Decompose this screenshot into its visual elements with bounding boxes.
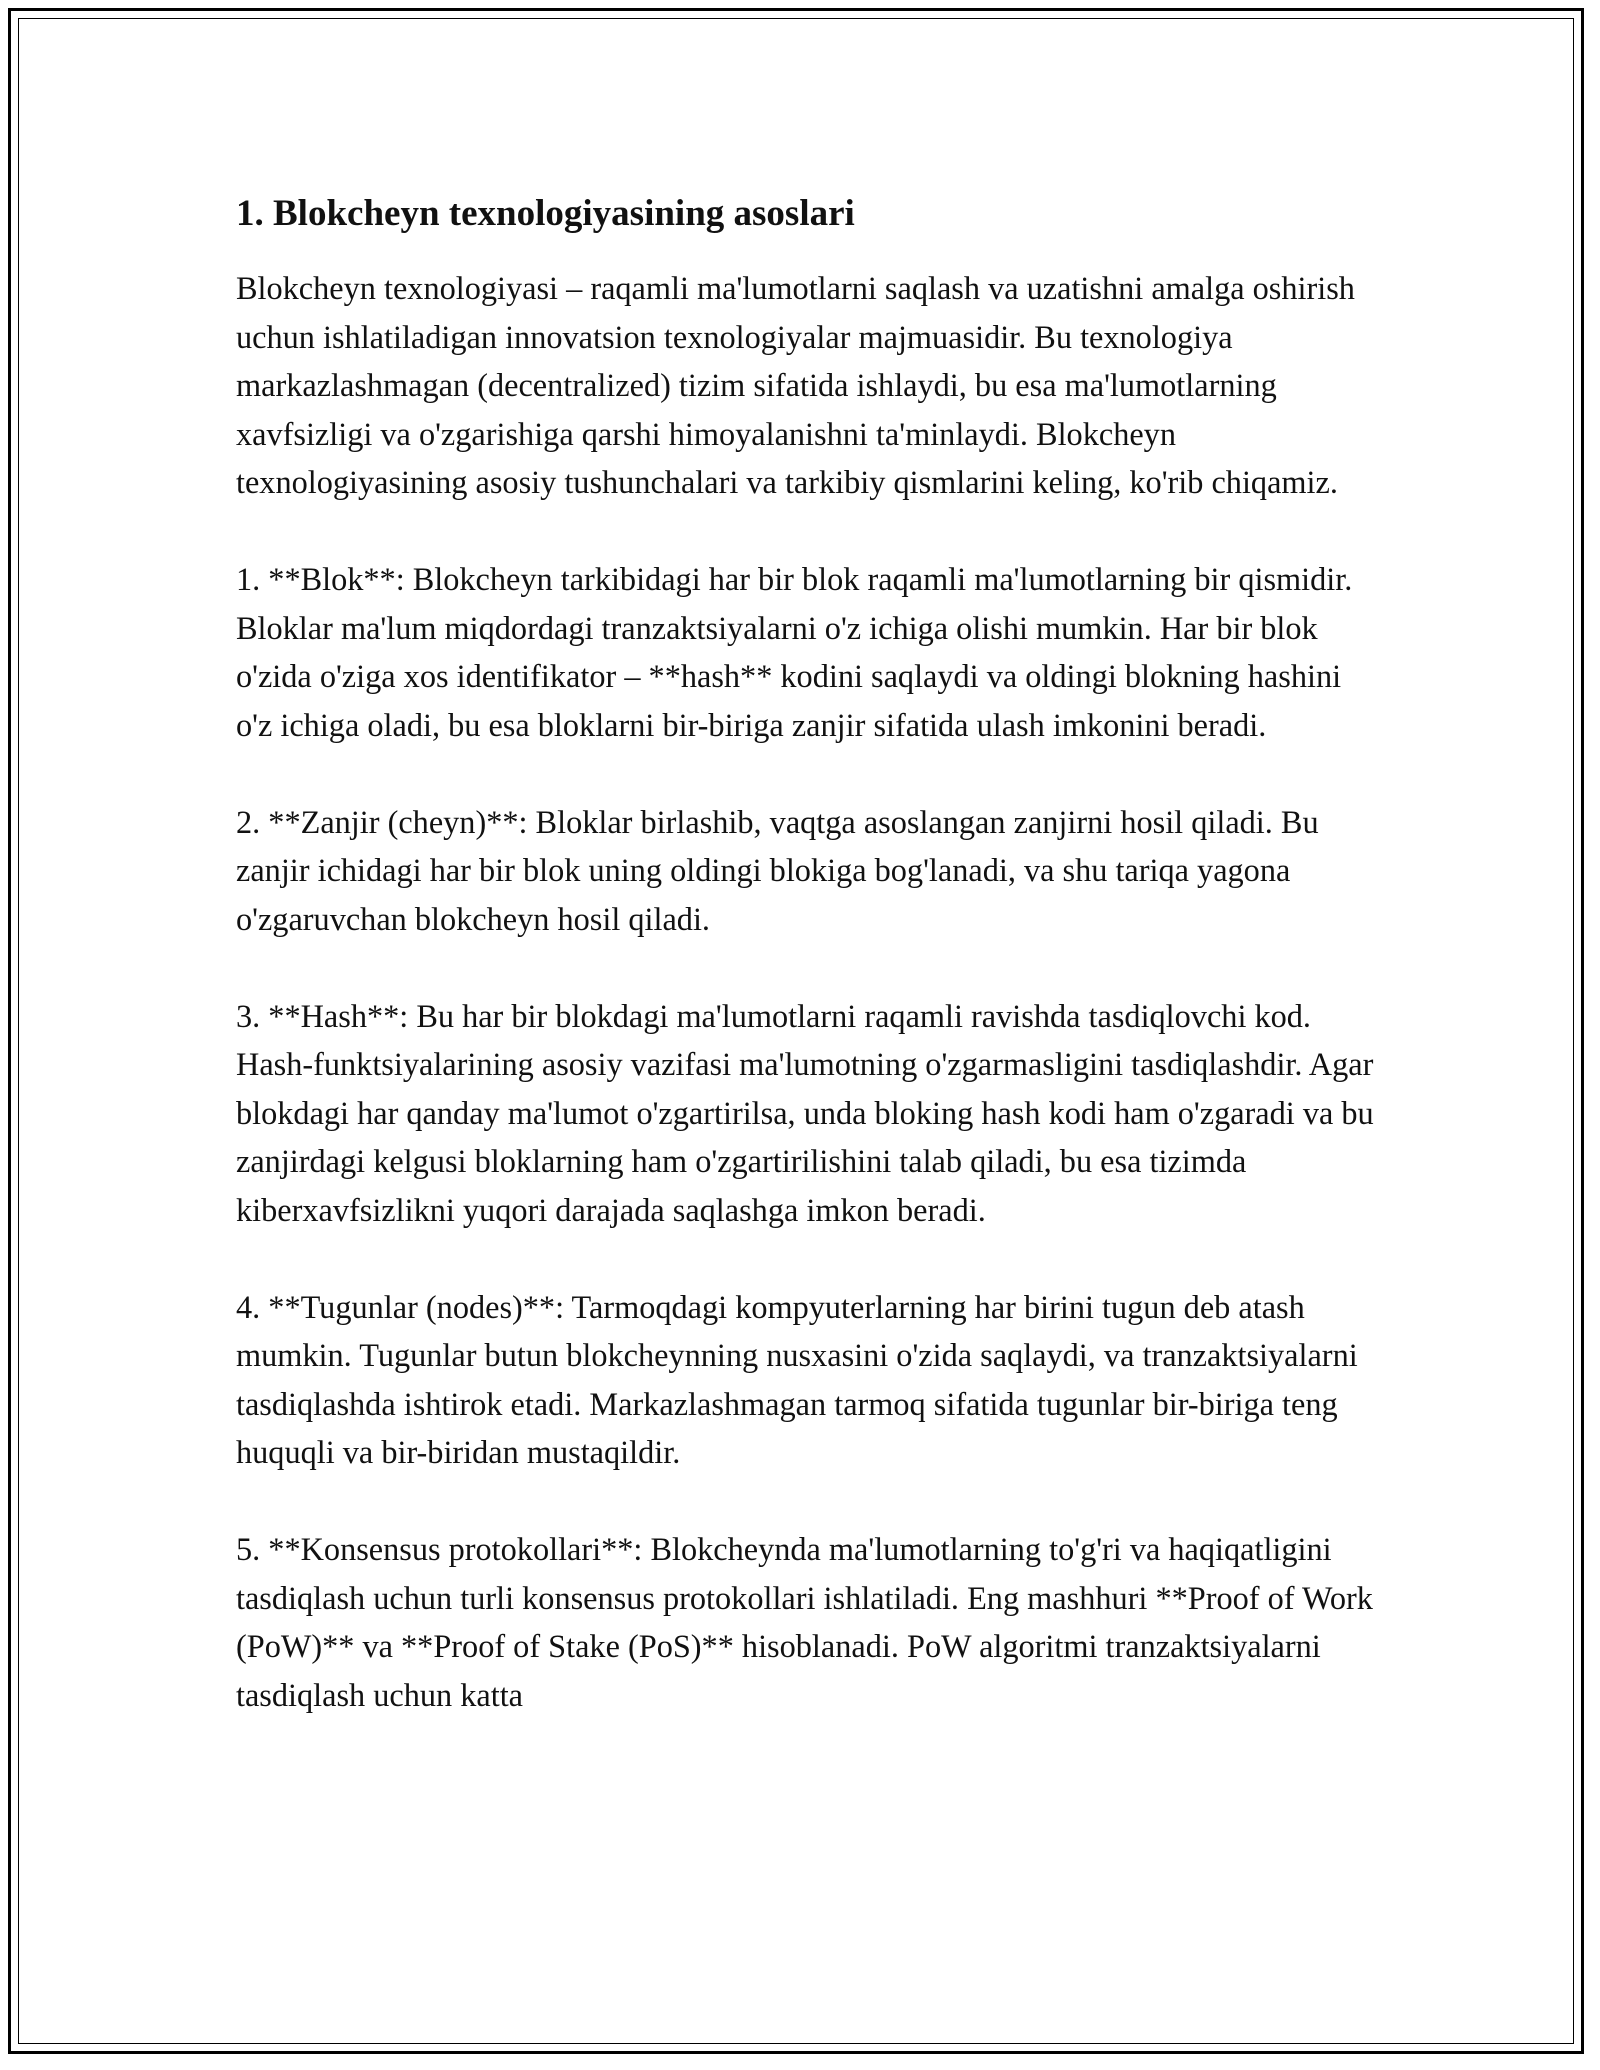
paragraph-tugunlar: 4. **Tugunlar (nodes)**: Tarmoqdagi kompyuterlarning har birini tugun deb atash mumkin. Tugunlar butun blokcheynning nusxasini o'zida saqlaydi, va tranzaktsiyalarni tasdiqlashda ishtirok etadi. Markazlashmagan tarmoq sifatida tugunlar bir-biriga teng huquqli va bir-biridan mustaqildir. xyxy=(236,1288,1358,1470)
document-title: 1. Blokcheyn texnologiyasining asoslari xyxy=(236,193,855,234)
paragraph-hash: 3. **Hash**: Bu har bir blokdagi ma'lumotlarni raqamli ravishda tasdiqlovchi kod. Hash-funktsiyalarining asosiy vazifasi ma'lumotning o'zgarmasligini tasdiqlashdir. Agar blokdagi har qanday ma'lumot o'zgartirilsa, unda bloking hash kodi ham o'zgaradi va bu zanjirdagi kelgusi bloklarning ham o'zgartirilishini talab qiladi, bu esa tizimda kiberxavfsizlikni yuqori darajada saqlashga imkon beradi. xyxy=(236,997,1374,1228)
intro-paragraph: Blokcheyn texnologiyasi – raqamli ma'lumotlarni saqlash va uzatishni amalga oshirish uchun ishlatiladigan innovatsion texnologiyalar majmuasidir. Bu texnologiya markazlashmagan (decentralized) tizim sifatida ishlaydi, bu esa ma'lumotlarning xavfsizligi va o'zgarishiga qarshi himoyalanishni ta'minlaydi. Blokcheyn texnologiyasining asosiy tushunchalari va tarkibiy qismlarini keling, ko'rib chiqamiz. xyxy=(236,270,1355,500)
document-body xyxy=(236,186,1376,1768)
paragraph-zanjir: 2. **Zanjir (cheyn)**: Bloklar birlashib, vaqtga asoslangan zanjirni hosil qiladi. Bu zanjir ichidagi har bir blok uning oldingi blokiga bog'lanadi, va shu tariqa yagona o'zgaruvchan blokcheyn hosil qiladi. xyxy=(236,803,1319,937)
paragraph-konsensus: 5. **Konsensus protokollari**: Blokcheynda ma'lumotlarning to'g'ri va haqiqatligini tasdiqlash uchun turli konsensus protokollari ishlatiladi. Eng mashhuri **Proof of Work (PoW)** va **Proof of Stake (PoS)** hisoblanadi. PoW algoritmi tranzaktsiyalarni tasdiqlash uchun katta xyxy=(236,1531,1373,1713)
paragraph-blok: 1. **Blok**: Blokcheyn tarkibidagi har bir blok raqamli ma'lumotlarning bir qismidir. Bloklar ma'lum miqdordagi tranzaktsiyalarni o'z ichiga olishi mumkin. Har bir blok o'zida o'ziga xos identifikator – **hash** kodini saqlaydi va oldingi blokning hashini o'z ichiga oladi, bu esa bloklarni bir-biriga zanjir sifatida ulash imkonini beradi. xyxy=(236,561,1353,743)
